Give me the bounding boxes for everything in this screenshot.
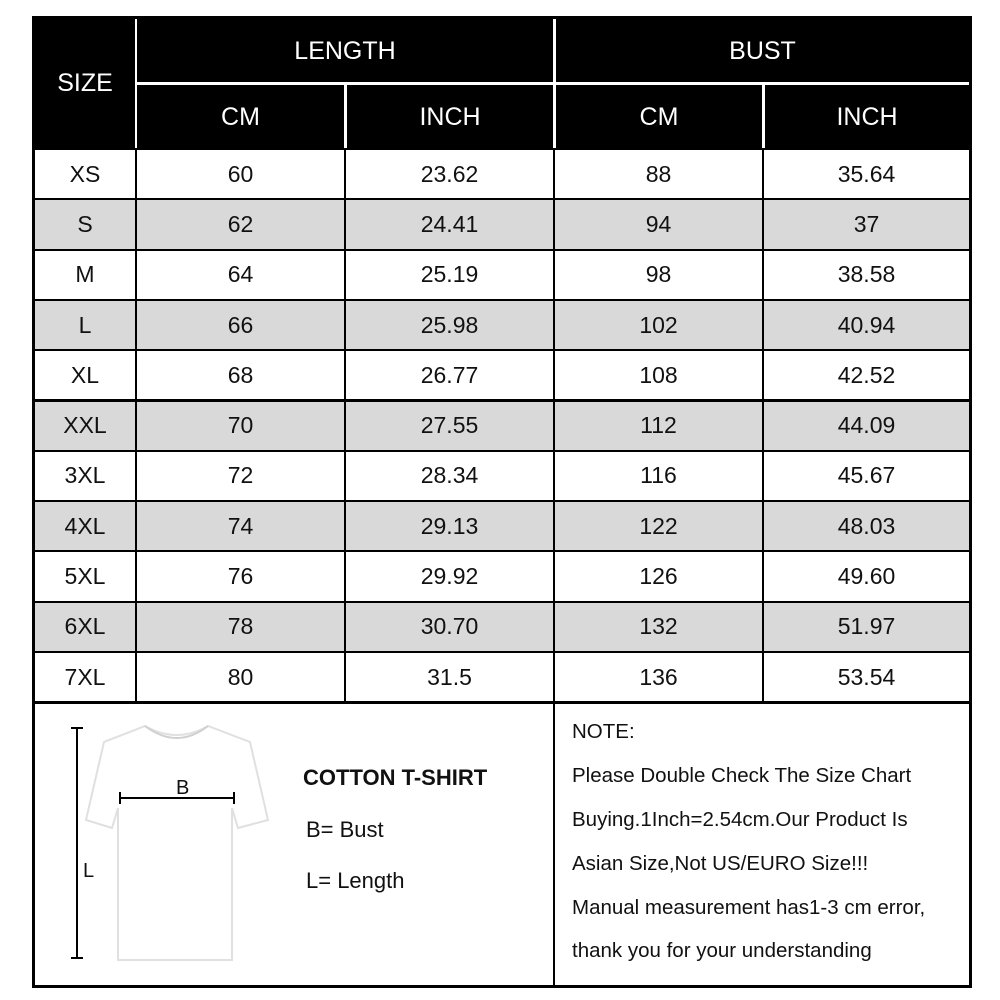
- length-cm-cell: 74: [227, 512, 254, 539]
- bust-cm-cell: 122: [639, 512, 678, 539]
- length-cm-cell: 72: [227, 462, 254, 489]
- column-divider: [344, 148, 346, 701]
- table-row: [35, 299, 969, 349]
- header-bust-inch-label: INCH: [836, 102, 898, 131]
- bust-inch-cell: 51.97: [837, 613, 896, 640]
- bust-inch-cell: 37: [853, 210, 880, 237]
- bust-marker-label: B: [176, 777, 190, 799]
- legend-length: L= Length: [306, 868, 405, 893]
- length-inch-cell: 26.77: [420, 361, 479, 388]
- bust-inch-cell: 40.94: [837, 311, 896, 338]
- size-cell: M: [75, 261, 95, 288]
- length-marker-label: L: [83, 860, 95, 882]
- bust-inch-cell: 53.54: [837, 663, 896, 690]
- table-row: [35, 249, 969, 299]
- note-line: Please Double Check The Size Chart: [572, 764, 912, 787]
- size-cell: 3XL: [64, 462, 106, 489]
- length-inch-cell: 25.19: [420, 261, 479, 288]
- legend-bust: B= Bust: [306, 817, 384, 842]
- length-inch-cell: 27.55: [420, 412, 479, 439]
- length-cm-cell: 70: [227, 412, 254, 439]
- header-length-inch: [347, 86, 553, 148]
- header-length-cm-label: CM: [221, 102, 260, 131]
- product-title: COTTON T-SHIRT: [303, 765, 488, 790]
- length-inch-cell: 31.5: [427, 663, 472, 690]
- column-divider: [135, 148, 137, 701]
- bust-inch-cell: 45.67: [837, 462, 896, 489]
- length-inch-cell: 29.13: [420, 512, 479, 539]
- size-cell: XXL: [63, 412, 107, 439]
- bust-cm-cell: 108: [639, 361, 678, 388]
- table-row: [35, 500, 969, 550]
- length-inch-cell: 28.34: [420, 462, 479, 489]
- size-cell: XL: [70, 361, 100, 388]
- header-bust: [556, 19, 969, 83]
- table-row: [35, 400, 969, 450]
- bust-inch-cell: 38.58: [837, 261, 896, 288]
- header-size: [35, 19, 135, 148]
- bust-cm-cell: 136: [639, 663, 678, 690]
- length-cm-cell: 80: [227, 663, 254, 690]
- length-inch-cell: 24.41: [420, 210, 479, 237]
- bust-inch-cell: 49.60: [837, 563, 896, 590]
- note-line: Buying.1Inch=2.54cm.Our Product Is: [572, 808, 908, 831]
- bust-cm-cell: 116: [640, 462, 677, 489]
- table-row: [35, 148, 969, 198]
- length-cm-cell: 78: [227, 613, 254, 640]
- header-bust-cm: [556, 86, 762, 148]
- header-bust-label: BUST: [729, 36, 796, 65]
- tshirt-diagram: [60, 720, 280, 965]
- size-cell: 5XL: [64, 563, 106, 590]
- note-line: Manual measurement has1-3 cm error,: [572, 896, 926, 919]
- length-cm-cell: 76: [227, 563, 254, 590]
- header-length-inch-label: INCH: [419, 102, 481, 131]
- table-row: [35, 651, 969, 701]
- header-divider: [762, 85, 765, 148]
- bust-cm-cell: 94: [645, 210, 672, 237]
- table-row: [35, 550, 969, 600]
- info-panel-divider: [553, 701, 555, 985]
- length-cm-cell: 62: [227, 210, 254, 237]
- bust-cm-cell: 88: [645, 160, 672, 187]
- header-length-label: LENGTH: [294, 36, 396, 65]
- bust-inch-cell: 42.52: [837, 361, 896, 388]
- bust-cm-cell: 98: [645, 261, 672, 288]
- length-cm-cell: 66: [227, 311, 254, 338]
- header-bust-inch: [765, 86, 969, 148]
- length-inch-cell: 25.98: [420, 311, 479, 338]
- bust-inch-cell: 48.03: [837, 512, 896, 539]
- bust-cm-cell: 126: [639, 563, 678, 590]
- column-divider: [762, 148, 764, 701]
- note-line: Asian Size,Not US/EURO Size!!!: [572, 852, 869, 875]
- table-row: [35, 349, 969, 399]
- note-heading: NOTE:: [572, 720, 635, 743]
- header-length: [137, 19, 553, 83]
- header-size-label: SIZE: [57, 69, 113, 97]
- size-cell: 7XL: [64, 663, 106, 690]
- note-line: thank you for your understanding: [572, 939, 872, 962]
- bust-cm-cell: 112: [640, 412, 677, 439]
- size-cell: 4XL: [64, 512, 106, 539]
- length-inch-cell: 23.62: [420, 160, 479, 187]
- length-cm-cell: 68: [227, 361, 254, 388]
- size-cell: XS: [69, 160, 101, 187]
- column-divider: [553, 148, 555, 701]
- size-cell: L: [78, 311, 92, 338]
- bust-cm-cell: 102: [639, 311, 678, 338]
- table-row: [35, 601, 969, 651]
- table-row: [35, 198, 969, 248]
- table-row: [35, 450, 969, 500]
- header-divider: [137, 82, 969, 85]
- length-cm-cell: 60: [227, 160, 254, 187]
- bust-inch-cell: 44.09: [837, 412, 896, 439]
- tshirt-icon: [86, 726, 268, 960]
- header-length-cm: [137, 86, 344, 148]
- bust-cm-cell: 132: [639, 613, 678, 640]
- length-inch-cell: 30.70: [420, 613, 479, 640]
- size-cell: S: [77, 210, 93, 237]
- bust-inch-cell: 35.64: [837, 160, 896, 187]
- length-inch-cell: 29.92: [420, 563, 479, 590]
- length-cm-cell: 64: [227, 261, 254, 288]
- header-divider: [344, 85, 347, 148]
- size-cell: 6XL: [64, 613, 106, 640]
- header-bust-cm-label: CM: [639, 102, 679, 131]
